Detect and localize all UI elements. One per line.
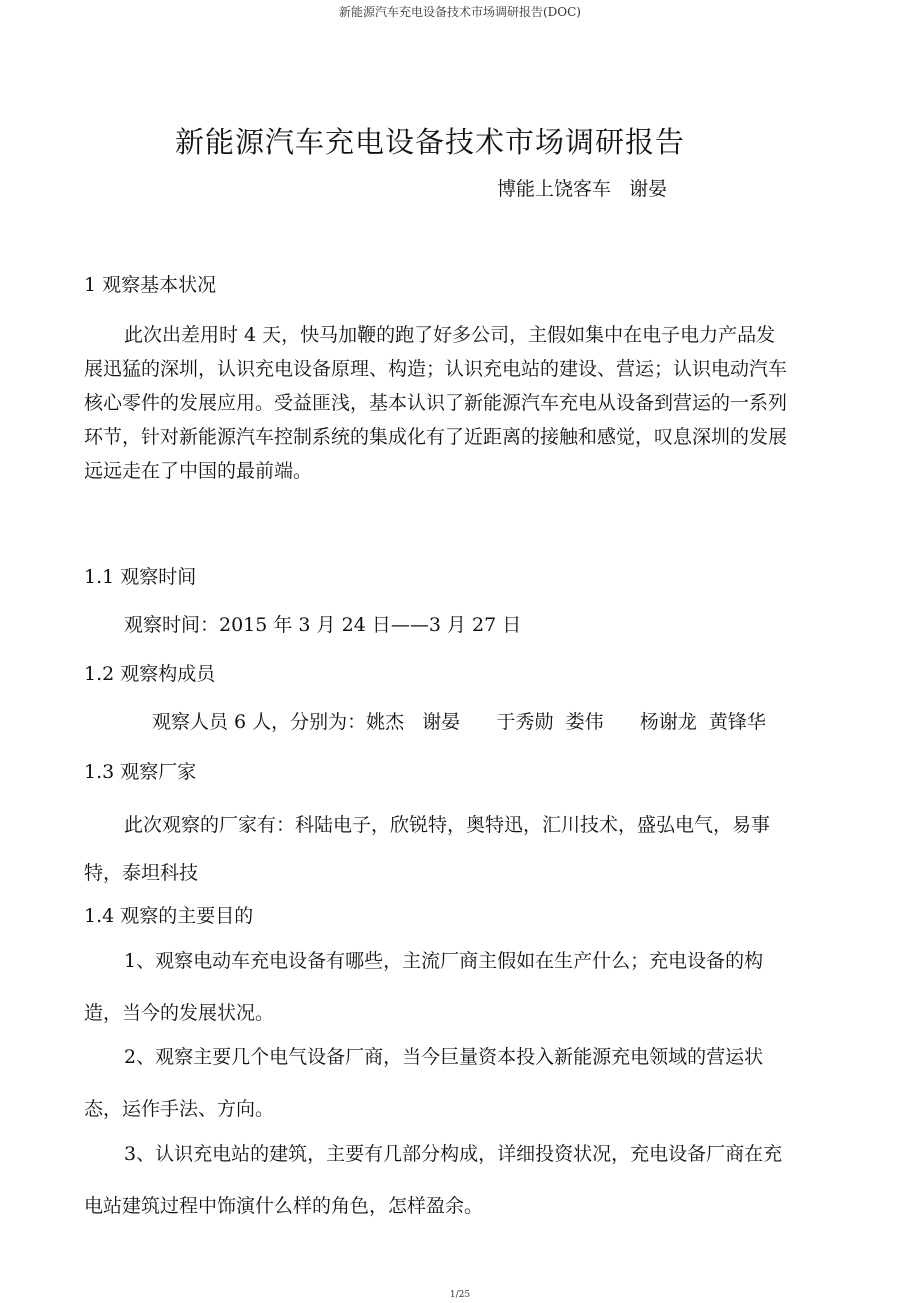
section-1-2-heading: 1.2 观察构成员 [84,663,216,685]
section-1-3-heading: 1.3 观察厂家 [84,761,197,783]
section-1-paragraph: 此次出差用时 4 天，快马加鞭的跑了好多公司，主假如集中在电子电力产品发展迅猛的深圳，认识充电设备原理、构造；认识充电站的建设、营运；认识电动汽车核心零件的发展应用。受益匪浅，基本认识了新能源汽车充电从设备到营运的一系列环节，针对新能源汽车控制系统的集成化有了近距离的接触和感觉，叹息深圳的发展远远走在了中国的最前端。 [84,324,788,482]
purpose-item: 2、观察主要几个电气设备厂商，当今巨量资本投入新能源充电领域的营运状态，运作手法、方向。 [84,1046,764,1120]
observation-members-text: 观察人员 6 人，分别为：姚杰 谢晏 于秀勋 娄伟 杨谢龙 黄锋华 [152,711,766,733]
purpose-item: 1、观察电动车充电设备有哪些，主流厂商主假如在生产什么；充电设备的构造，当今的发展状况。 [84,950,764,1024]
section-1-4-heading: 1.4 观察的主要目的 [84,905,254,927]
page-number: 1/25 [449,1290,471,1300]
section-1-1-heading: 1.1 观察时间 [84,566,197,588]
document-author: 博能上饶客车 谢晏 [497,178,668,200]
running-header: 新能源汽车充电设备技术市场调研报告(DOC) [338,5,581,19]
section-1-3-paragraph: 此次观察的厂家有：科陆电子，欣锐特，奥特迅，汇川技术，盛弘电气，易事特，泰坦科技 [84,814,771,884]
section-1-heading: 1 观察基本状况 [84,274,217,296]
purpose-item: 3、认识充电站的建筑，主要有几部分构成，详细投资状况，充电设备厂商在充电站建筑过程中饰演什么样的角色，怎样盈余。 [84,1143,783,1217]
document-title: 新能源汽车充电设备技术市场调研报告 [174,125,685,159]
observation-time-text: 观察时间：2015 年 3 月 24 日——3 月 27 日 [124,614,522,636]
